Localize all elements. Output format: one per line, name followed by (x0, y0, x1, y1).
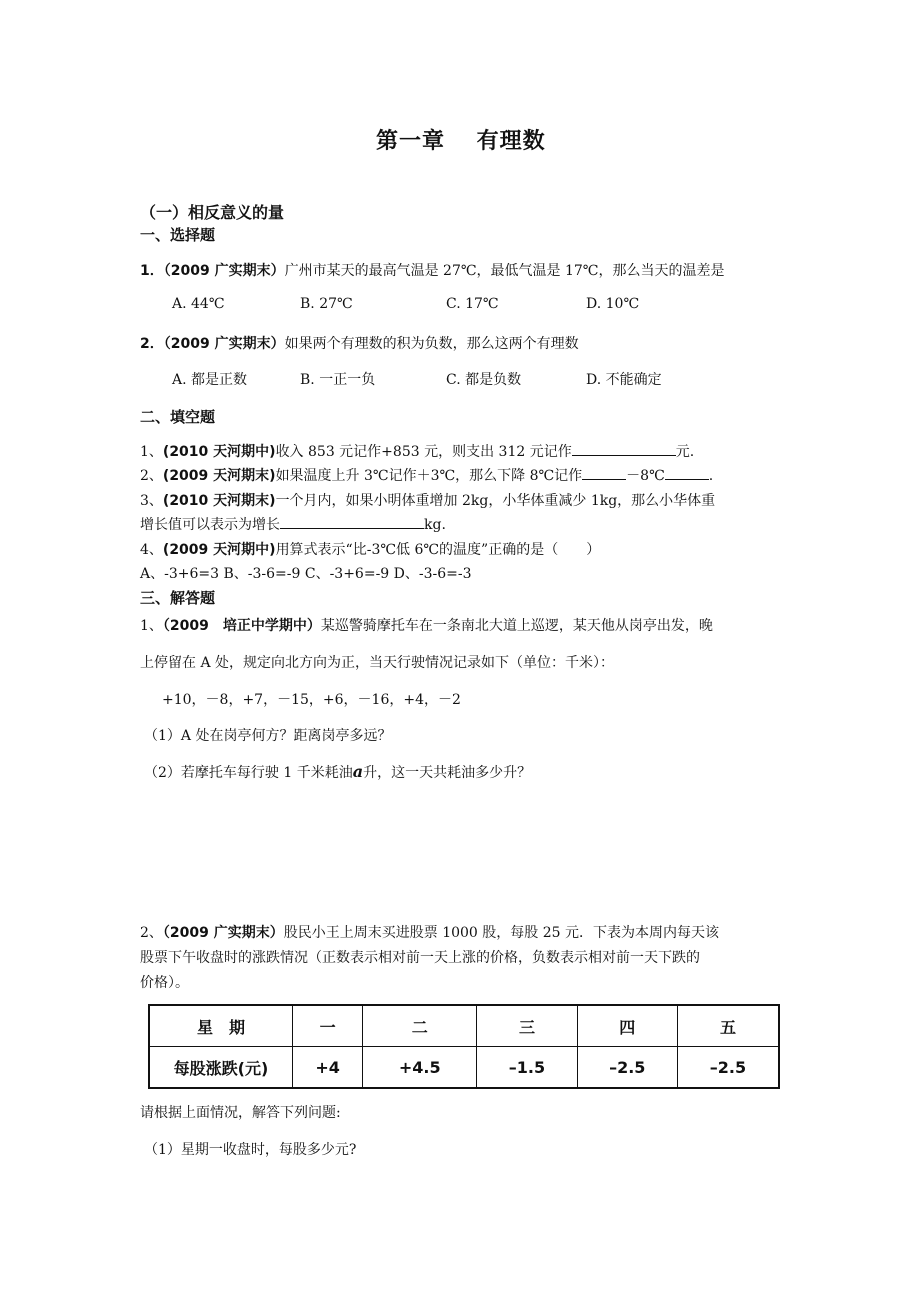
table-header-cell: 二 (363, 1005, 477, 1047)
question-number: 2、 (140, 925, 163, 941)
option-b: B. 27℃ (300, 296, 353, 312)
question-tail: kg. (424, 517, 446, 533)
answer-blank[interactable] (572, 441, 676, 456)
fill-question-3-line2 (140, 514, 446, 534)
question-1 (140, 260, 724, 280)
stock-change-table (148, 1004, 780, 1089)
question-text: 增长值可以表示为增长 (140, 517, 280, 533)
table-cell: +4.5 (363, 1047, 477, 1089)
option-c: C. 都是负数 (446, 372, 522, 388)
question-text: 收入 853 元记作+853 元，则支出 312 元记作 (275, 444, 572, 460)
sub-question-2 (144, 762, 531, 782)
page-title: 第一章 有理数 (376, 129, 546, 154)
question-tail: 元. (675, 444, 695, 460)
table-header-cell: 三 (477, 1005, 577, 1047)
solve-question-2-line3: 价格）。 (140, 975, 189, 991)
answer-blank[interactable] (280, 514, 424, 529)
question-mid: －8℃ (626, 468, 665, 484)
solve-question-1-line2: 上停留在 A 处，规定向北方向为正，当天行驶情况记录如下（单位：千米）： (140, 655, 615, 671)
table-cell: –1.5 (477, 1047, 577, 1089)
section-answer-heading: 三、解答题 (140, 589, 216, 607)
instruction-text: 请根据上面情况，解答下列问题: (140, 1105, 341, 1121)
question-text: 如果两个有理数的积为负数，那么这两个有理数 (284, 336, 579, 352)
answer-blank[interactable] (665, 465, 709, 480)
answer-blank[interactable] (582, 465, 626, 480)
table-header-cell: 五 (677, 1005, 779, 1047)
question-source: (2009 天河期中) (162, 542, 276, 558)
question-tail: . (708, 468, 714, 484)
table-header-cell: 一 (293, 1005, 363, 1047)
question-source: (2009 天河期末) (162, 468, 276, 484)
option-a: A. 都是正数 (172, 372, 248, 388)
sub-question-1: （1）星期一收盘时，每股多少元? (144, 1142, 357, 1158)
question-source: (2010 天河期中) (162, 444, 276, 460)
question-text: 用算式表示“比-3℃低 6℃的温度”正确的是（ ） (275, 542, 601, 558)
part-heading: （一）相反意义的量 (140, 203, 285, 222)
table-cell: –2.5 (577, 1047, 677, 1089)
fill-question-3 (140, 490, 715, 510)
question-text: 广州市某天的最高气温是 27℃，最低气温是 17℃，那么当天的温差是 (284, 263, 725, 279)
solve-question-1 (140, 615, 713, 635)
question-source: （2009 广实期末） (162, 925, 284, 941)
question-number: 2． (140, 336, 164, 352)
option-d: D. 10℃ (586, 296, 640, 312)
question-text: 股民小王上周末买进股票 1000 股，每股 25 元．下表为本周内每天该 (283, 925, 720, 941)
table-row (149, 1005, 779, 1047)
fill-question-4 (140, 539, 600, 559)
variable-a: a (352, 762, 364, 781)
sub-question-1: （1）A 处在岗亭何方？距离岗亭多远？ (144, 728, 392, 744)
fill-question-1 (140, 441, 694, 461)
question-number: 1、 (140, 618, 163, 634)
question-number: 1、 (140, 444, 163, 460)
table-cell: –2.5 (677, 1047, 779, 1089)
section-fill-heading: 二、填空题 (140, 408, 216, 426)
question-number: 3、 (140, 493, 163, 509)
question-text: 如果温度上升 3℃记作＋3℃，那么下降 8℃记作 (275, 468, 583, 484)
question-source: (2010 天河期末) (162, 493, 276, 509)
sub-question-text: （2）若摩托车每行驶 1 千米耗油 (144, 765, 353, 781)
fill-question-2 (140, 465, 713, 485)
table-header-cell: 四 (577, 1005, 677, 1047)
sub-question-text: 升，这一天共耗油多少升？ (363, 765, 532, 781)
distance-records: +10，－8，+7，－15，+6，－16，+4，－2 (162, 692, 461, 708)
question-text: 某巡警骑摩托车在一条南北大道上巡逻，某天他从岗亭出发，晚 (320, 618, 713, 634)
table-cell: +4 (293, 1047, 363, 1089)
table-row-label: 每股涨跌(元) (149, 1047, 293, 1089)
question-number: 1． (140, 263, 164, 279)
question-source: （2009 广实期末） (163, 336, 285, 352)
option-b: B. 一正一负 (300, 372, 376, 388)
question-number: 2、 (140, 468, 163, 484)
option-d: D. 不能确定 (586, 372, 662, 388)
solve-question-2-line2: 股票下午收盘时的涨跌情况（正数表示相对前一天上涨的价格，负数表示相对前一天下跌的 (140, 950, 700, 966)
question-source: （2009 广实期末） (163, 263, 285, 279)
solve-question-2 (140, 922, 719, 942)
question-number: 4、 (140, 542, 163, 558)
option-c: C. 17℃ (446, 296, 499, 312)
option-a: A. 44℃ (172, 296, 225, 312)
fill-question-4-options: A、-3+6=3 B、-3-6=-9 C、-3+6=-9 D、-3-6=-3 (140, 566, 472, 582)
question-2 (140, 333, 579, 353)
question-text: 一个月内，如果小明体重增加 2kg，小华体重减少 1kg，那么小华体重 (275, 493, 716, 509)
table-header-cell: 星 期 (149, 1005, 293, 1047)
question-source: （2009 培正中学期中） (162, 618, 321, 634)
table-row (149, 1047, 779, 1089)
section-choice-heading: 一、选择题 (140, 226, 216, 244)
